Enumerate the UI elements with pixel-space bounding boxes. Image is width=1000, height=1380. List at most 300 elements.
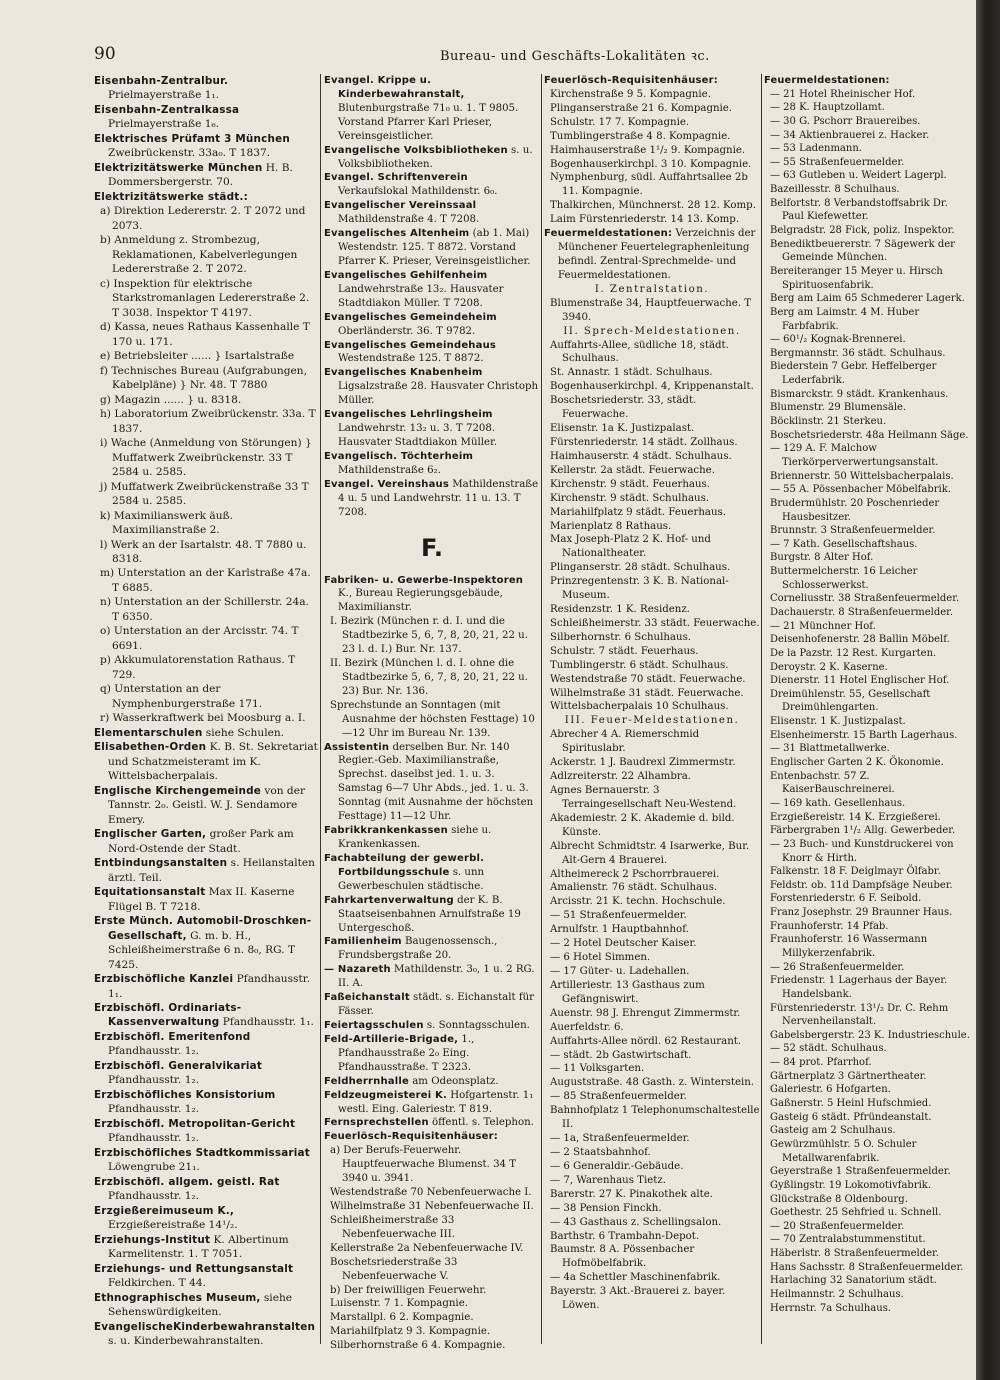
directory-entry xyxy=(764,74,970,88)
directory-entry xyxy=(324,1075,540,1089)
entry-text: Hofgartenstr. 1₁ westl. Eing. Galeriestr. T 819. xyxy=(338,1089,534,1115)
sub-entry: g) Magazin ...... } u. 8318. xyxy=(100,393,242,406)
directory-entry xyxy=(94,856,318,885)
book-edge xyxy=(976,0,1000,1380)
sub-entry: Mariahilfplatz 9 3. Kompagnie. xyxy=(330,1326,491,1338)
entry-heading: Familienheim xyxy=(324,936,402,948)
sub-entry: — 34 Aktienbrauerei z. Hacker. xyxy=(770,129,930,141)
entry-heading: Elisabethen-Orden xyxy=(94,741,207,754)
sub-entry: Hans Sachsstr. 8 Straßenfeuermelder. xyxy=(770,1261,964,1273)
entry-heading: Feld-Artillerie-Brigade, xyxy=(324,1033,459,1045)
sub-entry: Luisenstr. 7 1. Kompagnie. xyxy=(330,1298,468,1310)
sub-entry: Tumblingerstraße 4 8. Kompagnie. xyxy=(550,130,731,142)
sub-entry: Plinganserstr. 28 städt. Schulhaus. xyxy=(550,562,731,574)
entry-text: 1., Pfandhausstraße 2₀ Eing. Pfandhausstraße. T 2323. xyxy=(338,1033,475,1073)
sub-entry: Kellerstraße 2a Nebenfeuerwache IV. xyxy=(330,1242,524,1254)
sub-entry: r) Wasserkraftwerk bei Moosburg a. I. xyxy=(100,712,306,725)
sub-entry: Adlzreiterstr. 22 Alhambra. xyxy=(550,771,692,783)
entry-heading: Erzbischöfl. Ordinariats-Kassenverwaltung xyxy=(94,1002,242,1029)
sub-entry: Auerfeldstr. 6. xyxy=(550,1021,624,1033)
sub-entry: Auguststraße. 48 Gasth. z. Winterstein. xyxy=(550,1077,755,1089)
sub-entry: Altheimereck 2 Pschorrbrauerei. xyxy=(550,868,720,880)
sub-entry: Nymphenburg, südl. Auffahrtsallee 2b 11. Kompagnie. xyxy=(550,172,748,198)
sub-entry: Kellerstr. 2a städt. Feuerwache. xyxy=(550,464,715,476)
sub-entry: h) Laboratorium Zweibrückenstr. 33a. T 1837. xyxy=(100,408,316,435)
sub-entry: — städt. 2b Gastwirtschaft. xyxy=(550,1049,692,1061)
sub-entry: — 43 Gasthaus z. Schellingsalon. xyxy=(550,1216,722,1228)
entry-text: am Odeonsplatz. xyxy=(408,1075,499,1087)
directory-entry xyxy=(324,574,540,616)
directory-entry xyxy=(94,1030,318,1059)
sub-entry: Max Joseph-Platz 2 K. Hof- und Nationaltheater. xyxy=(550,534,711,560)
sub-entry: — 11 Volksgarten. xyxy=(550,1063,645,1075)
sub-entry: — 60¹/₂ Kognak-Brennerei. xyxy=(770,334,906,346)
sub-entry: — 63 Gutleben u. Weidert Lagerpl. xyxy=(770,170,947,182)
entry-heading: — Nazareth xyxy=(324,964,391,976)
entry-heading: Erzbischöfliche Kanzlei xyxy=(94,973,234,986)
sub-entry: a) Direktion Ledererstr. 2. T 2072 und 2073. xyxy=(100,205,306,232)
entry-heading: Feuerlösch-Requisitenhäuser: xyxy=(544,75,718,86)
entry-heading: Elektrisches Prüfamt 3 München xyxy=(94,132,290,145)
sub-entry: Schleißheimerstr. 33 städt. Feuerwache. xyxy=(550,617,760,629)
sub-entry: — 52 städt. Schulhaus. xyxy=(770,1043,887,1055)
sub-entry: k) Maximilianswerk äuß. Maximilianstraße 2. xyxy=(100,509,234,537)
sub-entry: Corneliusstr. 38 Straßenfeuermelder. xyxy=(770,593,960,605)
directory-entry xyxy=(324,852,540,894)
entry-heading: Ethnographisches Museum, xyxy=(94,1291,261,1304)
sub-entry: Belfortstr. 8 Verbandstoffsabrik Dr. Paul Kiefewetter. xyxy=(770,197,948,223)
directory-entry xyxy=(94,1146,318,1175)
sub-entry: Erzgießereistr. 14 K. Erzgießerei. xyxy=(770,811,941,823)
directory-entry xyxy=(324,339,540,367)
entry-text: Prielmayerstraße 1₆. xyxy=(108,118,220,131)
sub-entry: Schleißheimerstraße 33 Nebenfeuerwache III. xyxy=(330,1214,455,1240)
sub-entry: — 21 Hotel Rheinischer Hof. xyxy=(770,88,916,100)
sub-entry: c) Inspektion für elektrische Starkstromanlagen Ledererstraße 2. T 3038. Inspektor T 4197. xyxy=(100,277,310,319)
entry-heading: Erziehungs- und Rettungsanstalt xyxy=(94,1262,294,1275)
sub-entry: Baumstr. 8 A. Pössenbacher Hofmöbelfabrik. xyxy=(550,1244,695,1270)
directory-entry xyxy=(94,190,318,204)
running-title: Bureau- und Geschäfts-Lokalitäten ꝛc. xyxy=(440,49,710,64)
entry-heading: Erzbischöfl. Emeritenfond xyxy=(94,1030,251,1043)
entry-text: s. u. Kinderbewahranstalten. xyxy=(108,1335,264,1348)
entry-heading: Erzbischöfl. Metropolitan-Gericht xyxy=(94,1117,296,1130)
entry-heading: Elementarschulen xyxy=(94,726,203,739)
entry-heading: Erziehungs-Institut xyxy=(94,1233,211,1246)
sub-entry: Agnes Bernauerstr. 3 Terraingesellschaft Neu-Westend. xyxy=(550,785,737,810)
sub-entry: Briennerstr. 50 Wittelsbacherpalais. xyxy=(770,470,954,482)
directory-entry xyxy=(324,1130,540,1144)
sub-entry: Barerstr. 27 K. Pinakothek alte. xyxy=(550,1188,714,1200)
entry-text: siehe Sehenswürdigkeiten. xyxy=(108,1291,293,1319)
entry-text: derselben Bur. Nr. 140 Regier.-Geb. Maximilianstraße, Sprechst. daselbst jed. 1. u. 3. Samstag 6—7 Uhr Abds., jed. 1. u. 3. Sonntag (mit Ausnahme der höchsten Festtage) 11—12 Uhr. xyxy=(338,741,534,823)
sub-entry: Marstallpl. 6 2. Kompagnie. xyxy=(330,1312,474,1324)
sub-entry: Kirchenstr. 9 städt. Schulhaus. xyxy=(550,492,710,504)
directory-entry xyxy=(94,1291,318,1320)
sub-entry: Kirchenstraße 9 5. Kompagnie. xyxy=(550,88,711,100)
sub-entry: Heilmannstr. 2 Schulhaus. xyxy=(770,1289,904,1301)
sub-entry: Gabelsbergerstr. 23 K. Industrieschule. xyxy=(770,1029,970,1041)
entry-heading: Fabrikkrankenkassen xyxy=(324,825,448,837)
sub-entry: Herrnstr. 7a Schulhaus. xyxy=(770,1302,892,1314)
entry-heading: Feldzeugmeisterei K. xyxy=(324,1089,447,1101)
directory-entry xyxy=(94,1320,318,1349)
directory-entry xyxy=(324,199,540,227)
sub-entry: f) Technisches Bureau (Aufgrabungen, Kabelpläne) } Nr. 48. T 7880 xyxy=(100,364,307,392)
page-number: 90 xyxy=(94,44,116,64)
directory-entry xyxy=(94,784,318,827)
sub-entry: — 2 Staatsbahnhof. xyxy=(550,1146,651,1158)
sub-entry: Färbergraben 1¹/₂ Allg. Gewerbeder. xyxy=(770,825,956,837)
sub-entry: Deisenhofenerstr. 28 Ballin Möbelf. xyxy=(770,634,950,646)
sub-entry: Boschetsriederstr. 33, städt. Feuerwache. xyxy=(550,395,697,421)
sub-entry: a) Der Berufs-Feuerwehr. Hauptfeuerwache Blumenst. 34 T 3940 u. 3941. xyxy=(330,1145,517,1185)
directory-entry xyxy=(324,74,540,144)
sub-entry: Gasteig 6 städt. Pfründeanstalt. xyxy=(770,1111,932,1123)
sub-entry: b) Der freiwilligen Feuerwehr. xyxy=(330,1284,487,1296)
entry-text: s. Heilanstalten ärztl. Teil. xyxy=(108,857,315,884)
sub-entry: — 55 Straßenfeuermelder. xyxy=(770,156,905,168)
sub-entry: — 4a Schettler Maschinenfabrik. xyxy=(550,1272,721,1284)
sub-entry: e) Betriebsleiter ...... } Isartalstraße xyxy=(100,350,295,363)
sub-entry: Belgradstr. 28 Fick, poliz. Inspektor. xyxy=(770,225,955,237)
sub-entry: Goethestr. 25 Sehfried u. Schnell. xyxy=(770,1207,942,1219)
sub-entry: Bogenhauserkirchpl. 3 10. Kompagnie. xyxy=(550,158,752,170)
entry-text: Mathildenstraße 6₂. xyxy=(338,464,441,476)
sub-entry: Auffahrts-Allee nördl. 62 Restaurant. xyxy=(550,1035,742,1047)
sub-entry: — 6 Generaldir.-Gebäude. xyxy=(550,1160,684,1172)
directory-entry xyxy=(324,171,540,199)
sub-entry: St. Annastr. 1 städt. Schulhaus. xyxy=(550,367,713,379)
entry-text: Mathildenstraße 4 u. 5 und Landwehrstr. 11 u. 13. T 7208. xyxy=(338,478,539,518)
entry-heading: Feuermeldestationen: xyxy=(764,75,890,86)
sub-entry: Elisenstr. 1a K. Justizpalast. xyxy=(550,423,695,435)
column-rule xyxy=(761,74,762,1344)
entry-text: Westendstraße 125. T 8872. xyxy=(338,353,484,365)
page-header xyxy=(94,44,964,70)
sub-entry: Fürstenriederstr. 13¹/₂ Dr. C. Rehm Nervenheilanstalt. xyxy=(770,1002,949,1028)
directory-entry xyxy=(94,103,318,132)
entry-text: G. m. b. H., Schleißheimerstraße 6 n. 8₀, RG. T 7425. xyxy=(108,929,296,971)
entry-text: Max II. Kaserne Flügel B. T 7218. xyxy=(108,886,295,913)
sub-entry: Mariahilfplatz 9 städt. Feuerhaus. xyxy=(550,506,726,518)
sub-entry: Glückstraße 8 Oldenbourg. xyxy=(770,1193,908,1205)
entry-text: Landwehrstr. 13₂ u. 3. T 7208. Hausvater Stadtdiakon Müller. xyxy=(338,423,498,448)
entry-text: siehe u. Krankenkassen. xyxy=(338,825,492,851)
sub-entry: q) Unterstation an der Nymphenburgerstraße 171. xyxy=(100,683,263,710)
directory-entry xyxy=(94,914,318,972)
entry-text: Ligsalzstraße 28. Hausvater Christoph Müller. xyxy=(338,381,539,407)
directory-entry xyxy=(324,366,540,408)
sub-entry: Forstenriederstr. 6 F. Seibold. xyxy=(770,893,922,905)
entry-heading: Evangelisches Gehilfenheim xyxy=(324,269,488,281)
sub-entry: i) Wache (Anmeldung von Störungen) } Muffatwerk Zweibrückenstr. 33 T 2584 u. 2585. xyxy=(100,437,312,479)
entry-heading: Evangel. Krippe u. Kinderbewahranstalt, xyxy=(324,75,465,100)
directory-entry xyxy=(324,1116,540,1130)
entry-heading: Evangelisches Gemeindehaus xyxy=(324,339,497,351)
sub-entry: Entenbachstr. 57 Z. KaiserBauschreinerei. xyxy=(770,770,895,796)
sub-entry: Englischer Garten 2 K. Ökonomie. xyxy=(770,757,944,769)
directory-entry xyxy=(324,1033,540,1075)
entry-heading: Erzbischöfliches Stadtkommissariat xyxy=(94,1146,310,1159)
sub-entry: — 1a, Straßenfeuermelder. xyxy=(550,1133,690,1145)
entry-text: Pfandhausstr. 1₁. xyxy=(219,1016,314,1029)
entry-heading: Englischer Garten, xyxy=(94,828,207,841)
entry-text: (ab 1. Mai) Westendstr. 125. T 8872. Vorstand Pfarrer K. Prieser, Vereinsgeistlicher. xyxy=(338,228,531,267)
entry-heading: Erzgießereimuseum K., xyxy=(94,1204,235,1217)
directory-entry xyxy=(94,1175,318,1204)
entry-heading: Elektrizitätswerke München xyxy=(94,161,263,174)
entry-text: s. unn Gewerbeschulen städtische. xyxy=(338,866,485,892)
sub-entry: Sprechstunde an Sonntagen (mit Ausnahme der höchsten Festtage) 10—12 Uhr im Bureau Nr. 139. xyxy=(330,699,535,739)
directory-entry xyxy=(94,1233,318,1262)
sub-entry: Bergmannstr. 36 städt. Schulhaus. xyxy=(770,347,946,359)
sub-entry: Elisenstr. 1 K. Justizpalast. xyxy=(770,716,906,728)
entry-heading: Erzbischöfl. allgem. geistl. Rat xyxy=(94,1175,280,1188)
sub-entry: Gärtnerplatz 3 Gärtnertheater. xyxy=(770,1070,927,1082)
sub-entry: Buttermelcherstr. 16 Leicher Schlosserwerkst. xyxy=(770,566,918,591)
column-2 xyxy=(324,74,540,1353)
entry-text: Pfandhausstr. 1₁. xyxy=(108,973,310,1000)
directory-entry xyxy=(324,1089,540,1117)
directory-entry xyxy=(324,741,540,825)
sub-entry: Abrecher 4 A. Riemerschmid Spirituslabr. xyxy=(550,729,700,755)
sub-entry: Laim Fürstenriederstr. 14 13. Komp. xyxy=(550,214,740,226)
sub-entry: j) Muffatwerk Zweibrückenstraße 33 T 2584 u. 2585. xyxy=(100,480,309,508)
directory-entry xyxy=(94,1117,318,1146)
sub-entry: Dreimühlenstr. 55, Gesellschaft Dreimühlengarten. xyxy=(770,688,931,714)
sub-entry: Fürstenriederstr. 14 städt. Zollhaus. xyxy=(550,436,738,448)
sub-entry: — 7, Warenhaus Tietz. xyxy=(550,1174,666,1186)
entry-heading: Fabriken- u. Gewerbe-Inspektoren xyxy=(324,574,524,586)
directory-entry xyxy=(324,450,540,478)
entry-text: siehe Schulen. xyxy=(202,726,285,739)
directory-entry xyxy=(94,1088,318,1117)
sub-entry: Albrecht Schmidtstr. 4 Isarwerke, Bur. Alt-Gern 4 Brauerei. xyxy=(550,840,750,866)
directory-entry xyxy=(94,1059,318,1088)
sub-entry: — 20 Straßenfeuermelder. xyxy=(770,1220,905,1232)
entry-text: öffentl. s. Telephon. xyxy=(428,1117,534,1129)
column-rule xyxy=(541,74,542,1344)
entry-text: Verzeichnis der Münchener Feuertelegraphenleitung befindl. Zentral-Sprechmelde- und Feuermeldestationen. xyxy=(558,228,756,281)
sub-entry: — 26 Straßenfeuermelder. xyxy=(770,961,905,973)
sub-entry: Wilhelmstraße 31 städt. Feuerwache. xyxy=(550,687,744,699)
sub-entry: — 21 Münchner Hof. xyxy=(770,620,876,632)
sub-entry: Deroystr. 2 K. Kaserne. xyxy=(770,661,888,673)
sub-entry: Silberhornstr. 6 Schulhaus. xyxy=(550,631,692,643)
sub-entry: Geyerstraße 1 Straßenfeuermelder. xyxy=(770,1166,951,1178)
column-4 xyxy=(764,74,970,1315)
entry-text: Pfandhausstr. 1₂. xyxy=(108,1190,200,1203)
sub-entry: Gyßlingstr. 19 Lokomotivfabrik. xyxy=(770,1179,932,1191)
sub-entry: Prinzregentenstr. 3 K. B. National-Museum. xyxy=(550,576,729,602)
directory-entry xyxy=(324,824,540,852)
sub-entry: Schulstr. 17 7. Kompagnie. xyxy=(550,116,690,128)
sub-entry: — 51 Straßenfeuermelder. xyxy=(550,910,687,922)
sub-entry: Wittelsbacherpalais 10 Schulhaus. xyxy=(550,701,729,713)
entry-heading: Feuerlösch-Requisitenhäuser: xyxy=(324,1131,498,1143)
sub-entry: Thalkirchen, Münchnerst. 28 12. Komp. xyxy=(550,200,756,212)
entry-text: s. Sonntagsschulen. xyxy=(423,1020,530,1031)
column-1 xyxy=(94,74,318,1349)
sub-entry: Arnulfstr. 1 Hauptbahnhof. xyxy=(550,924,689,936)
sub-entry: — 53 Ladenmann. xyxy=(770,143,862,155)
sub-entry: Häberlstr. 8 Straßenfeuermelder. xyxy=(770,1248,939,1260)
entry-text: s. u. Volksbibliotheken. xyxy=(338,144,533,170)
entry-heading: Evangelische Volksbibliotheken xyxy=(324,144,508,156)
sub-entry: Gewürzmühlstr. 5 O. Schuler Metallwarenfabrik. xyxy=(770,1138,917,1164)
entry-heading: Feldherrnhalle xyxy=(324,1075,409,1087)
sub-entry: Falkenstr. 18 F. Deiglmayr Ölfabr. xyxy=(770,866,941,878)
sub-entry: — 85 Straßenfeuermelder. xyxy=(550,1091,687,1103)
entry-heading: EvangelischeKinderbewahranstalten xyxy=(94,1320,316,1333)
entry-text: Pfandhausstr. 1₂. xyxy=(108,1045,200,1058)
section-letter: F. xyxy=(421,533,443,562)
entry-heading: Englische Kirchengemeinde xyxy=(94,784,262,797)
entry-text: Löwengrube 21₁. xyxy=(108,1161,200,1174)
entry-heading: Equitationsanstalt xyxy=(94,886,206,899)
directory-entry xyxy=(94,827,318,856)
sub-entry: Residenzstr. 1 K. Residenz. xyxy=(550,604,690,616)
directory-entry xyxy=(324,227,540,269)
sub-entry: Bereiteranger 15 Meyer u. Hirsch Spirituosenfabrik. xyxy=(770,265,943,291)
sub-entry: Fraunhoferstr. 14 Pfab. xyxy=(770,920,889,932)
entry-heading: Evangelisches Lehrlingsheim xyxy=(324,409,493,421)
sub-entry: Bazeillesstr. 8 Schulhaus. xyxy=(770,184,900,196)
sub-entry: Feldstr. ob. 11d Dampfsäge Neuber. xyxy=(770,879,953,891)
column-3 xyxy=(544,74,760,1313)
sub-entry: — 30 G. Pschorr Brauereibes. xyxy=(770,115,921,127)
sub-entry: — 28 K. Hauptzollamt. xyxy=(770,102,885,114)
directory-entry xyxy=(324,1019,540,1033)
directory-entry xyxy=(324,935,540,963)
sub-entry: Tumblingerstr. 6 städt. Schulhaus. xyxy=(550,659,729,671)
sub-entry: Brudermühlstr. 20 Poschenrieder Hausbesitzer. xyxy=(770,497,940,523)
entry-heading: Erste Münch. Automobil-Droschken-Gesellschaft, xyxy=(94,915,312,942)
entry-heading: Feuermeldestationen: xyxy=(544,228,673,240)
sub-entry: Bogenhauserkirchpl. 4, Krippenanstalt. xyxy=(550,381,754,393)
entry-text: von der Tannstr. 2₀. Geistl. W. J. Sendamore Emery. xyxy=(108,784,306,826)
directory-entry xyxy=(94,1204,318,1233)
entry-text: Erzgießereistraße 14¹/₂. xyxy=(108,1219,238,1232)
sub-entry: b) Anmeldung z. Strombezug, Reklamationen, Kabelverlegungen Ledererstraße 2. T 2072. xyxy=(100,234,298,276)
entry-text: K., Bureau Regierungsgebäude, Maximilianstr. xyxy=(338,588,503,614)
sub-entry: Bayerstr. 3 Akt.-Brauerei z. bayer. Löwen. xyxy=(550,1286,726,1312)
sub-entry: — 129 A. F. Malchow Tierkörperverwertungsanstalt. xyxy=(770,443,939,468)
entry-text: Zweibrückenstr. 33a₀. T 1837. xyxy=(108,147,271,160)
sub-entry: Blumenstr. 29 Blumensäle. xyxy=(770,402,907,414)
entry-text: K. Albertinum Karmelitenstr. 1. T 7051. xyxy=(108,1233,289,1261)
entry-text: der K. B. Staatseisenbahnen Arnulfstraße 19 Untergeschoß. xyxy=(338,894,521,934)
sub-entry: Gasteig am 2 Schulhaus. xyxy=(770,1125,896,1137)
sub-entry: Böcklinstr. 21 Sterkeu. xyxy=(770,416,887,428)
directory-entry xyxy=(94,161,318,190)
sub-entry: Biederstein 7 Gebr. Heffelberger Lederfabrik. xyxy=(770,361,937,387)
sub-entry: Bismarckstr. 9 städt. Krankenhaus. xyxy=(770,388,949,400)
sub-entry: De la Paz​str. 12 Rest. Kurgarten. xyxy=(770,647,937,659)
sub-entry: — 70 Zentralabstummenstitut. xyxy=(770,1234,926,1246)
entry-heading: Evangelisches Knabenheim xyxy=(324,367,483,379)
directory-entry xyxy=(324,894,540,936)
entry-heading: Eisenbahn-Zentralbur. xyxy=(94,75,229,87)
entry-text: Mathildenstraße 4. T 7208. xyxy=(338,214,480,226)
sub-entry: Westendstraße 70 Nebenfeuerwache I. xyxy=(330,1187,532,1199)
column-rule xyxy=(320,74,321,1344)
directory-entry xyxy=(324,144,540,172)
sub-entry: m) Unterstation an der Karlstraße 47a. T 6885. xyxy=(100,567,311,594)
sub-entry: Wilhelmstraße 31 Nebenfeuerwache II. xyxy=(330,1200,534,1212)
sub-entry: Barthstr. 6 Trambahn-Depot. xyxy=(550,1230,700,1242)
sub-entry: n) Unterstation an der Schillerstr. 24a. T 6350. xyxy=(100,596,309,623)
sub-entry: Elsenheimerstr. 15 Barth Lagerhaus. xyxy=(770,729,958,741)
directory-entry xyxy=(94,885,318,914)
sub-entry: Haimhauserstraße 1¹/₂ 9. Kompagnie. xyxy=(550,144,746,156)
entry-heading: Evangelisches Gemeindeheim xyxy=(324,311,497,323)
directory-entry xyxy=(544,74,760,88)
sub-entry: — 38 Pension Finckh. xyxy=(550,1202,662,1214)
sub-entry: Haimhauserstr. 4 städt. Schulhaus. xyxy=(550,450,732,462)
sub-entry: p) Akkumulatorenstation Rathaus. T 729. xyxy=(100,654,296,681)
sub-entry: Friedenstr. 1 Lagerhaus der Bayer. Handelsbank. xyxy=(770,975,948,1000)
directory-entry xyxy=(94,132,318,161)
entry-heading: Eisenbahn-Zentralkassa xyxy=(94,103,240,116)
entry-heading: Erzbischöfliches Konsistorium xyxy=(94,1088,276,1101)
sub-entry: — 2 Hotel Deutscher Kaiser. xyxy=(550,938,697,950)
sub-entry: Boschetsriederstr. 48a Heilmann Säge. xyxy=(770,429,969,441)
sub-entry: Westendstraße 70 städt. Feuerwache. xyxy=(550,673,746,685)
sub-entry: II. Bezirk (München l. d. I. ohne die Stadtbezirke 5, 6, 7, 8, 20, 21, 22 u. 23) Bur. Nr. 136. xyxy=(330,658,528,697)
sub-entry: Dienerstr. 11 Hotel Englischer Hof. xyxy=(770,675,950,687)
entry-text: Verkaufslokal Mathildenstr. 6₀. xyxy=(338,186,498,198)
directory-entry xyxy=(324,311,540,339)
sub-entry: Galeriestr. 6 Hofgarten. xyxy=(770,1084,891,1096)
sub-entry: Dachauerstr. 8 Straßenfeuermelder. xyxy=(770,606,954,618)
sub-entry: Artilleriestr. 13 Gasthaus zum Gefängniswirt. xyxy=(550,979,705,1005)
entry-heading: Evangelisch. Töchterheim xyxy=(324,450,474,462)
entry-text: Pfandhausstr. 1₂. xyxy=(108,1132,200,1145)
sub-entry: Amalienstr. 76 städt. Schulhaus. xyxy=(550,882,718,894)
entry-heading: Faßeichanstalt xyxy=(324,992,410,1004)
sub-entry: — 31 Blattmetallwerke. xyxy=(770,743,890,755)
sub-entry: — 84 prot. Pfarrhof. xyxy=(770,1057,872,1069)
entry-text: städt. s. Eichanstalt für Fässer. xyxy=(338,992,535,1018)
entry-heading: Assistentin xyxy=(324,741,390,753)
sub-entry: Ackerstr. 1 J. Baudrexl Zimmermstr. xyxy=(550,757,736,769)
directory-entry xyxy=(94,740,318,783)
sub-entry: Boschetsriederstraße 33 Nebenfeuerwache V. xyxy=(330,1256,458,1282)
sub-entry: Arcisstr. 21 K. techn. Hochschule. xyxy=(550,896,726,908)
sub-entry: o) Unterstation an der Arcisstr. 74. T 6691. xyxy=(100,625,299,652)
sub-entry: — 169 kath. Gesellenhaus. xyxy=(770,797,906,809)
sub-entry: I. Bezirk (München r. d. I. und die Stadtbezirke 5, 6, 7, 8, 20, 21, 22 u. 23 l. d. I.) Bur. Nr. 137. xyxy=(330,616,528,656)
sub-entry: Berg am Laim 65 Schmederer Lagerk. xyxy=(770,293,965,305)
sub-entry: Benediktbeuererstr. 7 Sägewerk der Gemeinde München. xyxy=(770,238,955,264)
sub-entry: — 55 A. Pössenbacher Möbelfabrik. xyxy=(770,484,951,496)
entry-text: Feldkirchen. T 44. xyxy=(108,1277,206,1290)
sub-entry: Brunnstr. 3 Straßenfeuermelder. xyxy=(770,525,936,537)
entry-text: Baugenossensch., Frundsbergstraße 20. xyxy=(338,936,498,962)
directory-entry xyxy=(324,408,540,450)
sub-entry: Marienplatz 8 Rathaus. xyxy=(550,520,672,532)
entry-text: Prielmayerstraße 1₁. xyxy=(108,89,220,102)
sub-entry: l) Werk an der Isartalstr. 48. T 7880 u. 8318. xyxy=(100,538,307,565)
sub-entry: — 17 Güter- u. Ladehallen. xyxy=(550,966,690,977)
directory-entry xyxy=(94,726,318,740)
entry-text: Pfandhausstr. 1₂. xyxy=(108,1074,200,1087)
entry-heading: Evangel. Vereinshaus xyxy=(324,478,449,490)
entry-text: K. B. St. Sekretariat und Schatzmeisteramt im K. Wittelsbacherpalais. xyxy=(108,741,318,783)
sub-entry: — 6 Hotel Simmen. xyxy=(550,952,651,964)
